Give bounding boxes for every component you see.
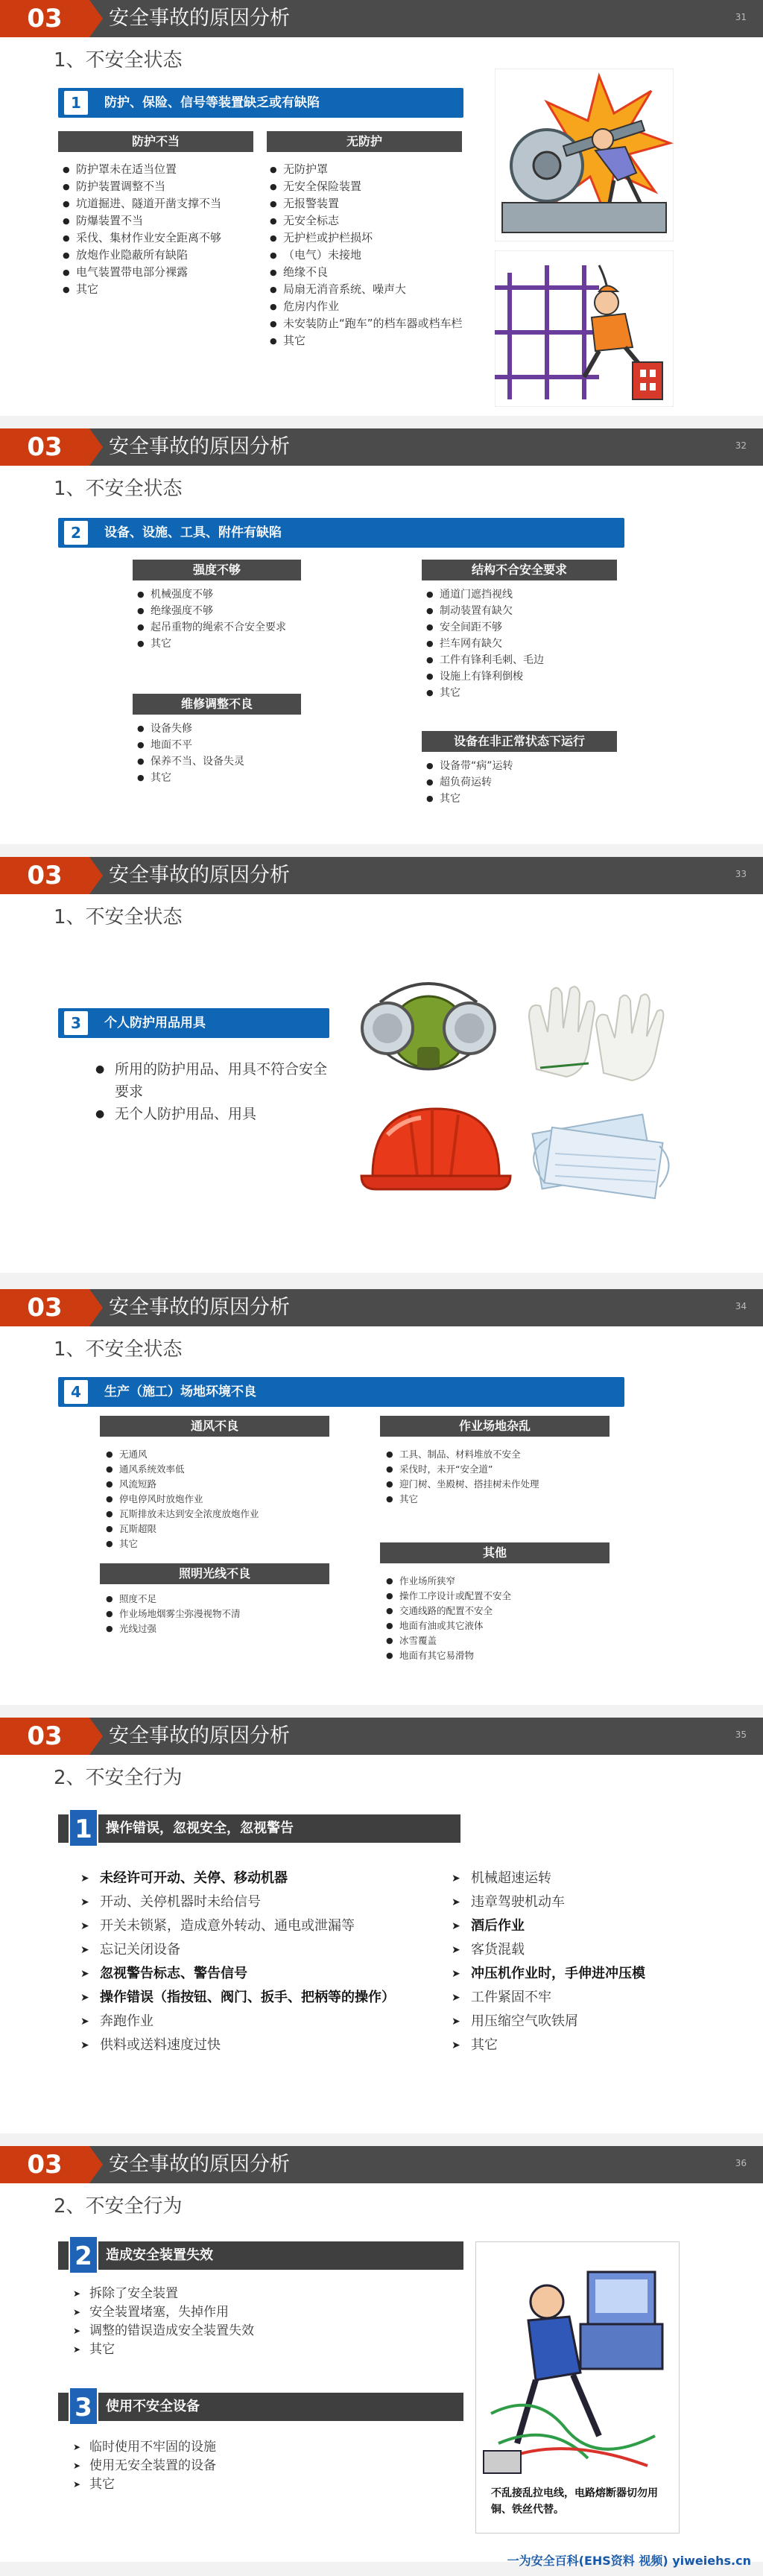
slide-header (0, 0, 763, 37)
cause-list (137, 721, 316, 786)
category-number: 3 (69, 2387, 98, 2425)
category-number: 2 (64, 521, 88, 545)
list-item: ● 无安全标志 (270, 212, 469, 230)
list-item: ● 采伐时，未开“安全道” (386, 1462, 617, 1477)
list-item: ➤ 未经许可开动、关停、移动机器 (80, 1867, 453, 1890)
list-item: ➤ 其它 (73, 2475, 460, 2494)
cause-list (426, 758, 620, 807)
list-item: ● 迎门树、坐殿树、搭挂树未作处理 (386, 1477, 617, 1492)
list-item: ● 工具、制品、材料堆放不安全 (386, 1447, 617, 1462)
list-item: ● 通风系统效率低 (106, 1462, 337, 1477)
category-number: 4 (64, 1380, 88, 1404)
list-item: ➤ 拆除了安全装置 (73, 2285, 460, 2303)
group-title: 照明光线不良 (100, 1563, 329, 1584)
list-item: ● 安全间距不够 (426, 619, 620, 636)
section-title: 安全事故的原因分析 (109, 435, 290, 458)
cause-list (426, 586, 620, 701)
list-item: ● 其它 (106, 1537, 337, 1551)
slide-header (0, 1289, 763, 1326)
slide-header (0, 428, 763, 466)
list-item: ➤ 忽视警告标志、警告信号 (80, 1962, 453, 1986)
cause-list (106, 1592, 337, 1636)
cause-list (95, 1058, 334, 1125)
respirator-mask-image (358, 972, 499, 1084)
list-item: ● 停电停风时放炮作业 (106, 1492, 337, 1507)
category-number: 3 (64, 1011, 88, 1035)
cause-list (270, 161, 469, 349)
cause-list (137, 586, 316, 652)
list-item: ➤ 奔跑作业 (80, 2010, 453, 2034)
list-item: ➤ 其它 (452, 2034, 750, 2057)
group-title: 通风不良 (100, 1416, 329, 1437)
list-item: ● 工件有锋利毛刺、毛边 (426, 652, 620, 668)
list-item: ➤ 忘记关闭设备 (80, 1938, 453, 1962)
category-bar (58, 1377, 624, 1407)
list-item: ● （电气）未接地 (270, 247, 469, 264)
slide-subtitle: 1、不安全状态 (54, 478, 183, 500)
page-number: 34 (735, 1301, 747, 1311)
list-item: ● 未安装防止“跑车”的档车器或档车栏 (270, 315, 469, 332)
list-item: ➤ 工件紧固不牢 (452, 1986, 750, 2010)
cotton-gloves-image (514, 972, 678, 1084)
list-item: ➤ 调整的错误造成安全装置失效 (73, 2322, 460, 2341)
group-title: 强度不够 (133, 560, 301, 580)
list-item: ● 作业场地烟雾尘弥漫视物不清 (106, 1607, 337, 1621)
list-item: ● 设备失修 (137, 721, 316, 737)
list-item: ● 风流短路 (106, 1477, 337, 1492)
section-title: 安全事故的原因分析 (109, 864, 290, 887)
slide-32 (0, 428, 763, 844)
list-item: ● 其它 (426, 685, 620, 701)
category-number: 2 (69, 2235, 98, 2274)
list-item: ● 防护装置调整不当 (63, 178, 258, 195)
dust-masks-image (514, 1094, 678, 1206)
behavior-list (73, 2285, 460, 2359)
list-item: ● 设备带“病”运转 (426, 758, 620, 774)
behavior-list (452, 1867, 750, 2057)
slide-subtitle: 1、不安全状态 (54, 49, 183, 72)
category-label: 防护、保险、信号等装置缺乏或有缺陷 (104, 95, 320, 110)
category-label: 生产（施工）场地环境不良 (104, 1384, 256, 1399)
cause-list (63, 161, 258, 298)
list-item: ● 其它 (270, 332, 469, 349)
list-item: ● 局扇无消音系统、噪声大 (270, 281, 469, 298)
list-item: ● 其它 (386, 1492, 617, 1507)
slide-header (0, 857, 763, 894)
group-title: 防护不当 (58, 131, 253, 152)
list-item: ➤ 机械超速运转 (452, 1867, 750, 1890)
page-number: 33 (735, 869, 747, 879)
section-title: 安全事故的原因分析 (109, 7, 290, 30)
slide-35 (0, 1718, 763, 2133)
list-item: ➤ 使用无安全装置的设备 (73, 2457, 460, 2475)
list-item: ● 其它 (426, 791, 620, 807)
fall-accident-illustration (495, 250, 674, 407)
category-number: 1 (64, 91, 88, 115)
section-number: 03 (0, 857, 89, 894)
list-item: ● 拦车网有缺欠 (426, 636, 620, 652)
list-item: ● 地面不平 (137, 737, 316, 753)
list-item: ● 无个人防护用品、用具 (95, 1103, 334, 1125)
slide-header (0, 2146, 763, 2183)
section-title: 安全事故的原因分析 (109, 1724, 290, 1747)
list-item: ● 所用的防护用品、用具不符合安全要求 (95, 1058, 334, 1103)
list-item: ● 绝缘不良 (270, 264, 469, 281)
category-bar (58, 518, 624, 548)
list-item: ➤ 用压缩空气吹铁屑 (452, 2010, 750, 2034)
group-title: 结构不合安全要求 (422, 560, 617, 580)
list-item: ➤ 其它 (73, 2341, 460, 2359)
category-bar (58, 1008, 329, 1038)
list-item: ➤ 酒后作业 (452, 1914, 750, 1938)
slide-header (0, 1718, 763, 1755)
category-label: 使用不安全设备 (106, 2399, 200, 2414)
electrical-safety-illustration (475, 2241, 680, 2534)
list-item: ● 无报警装置 (270, 195, 469, 212)
list-item: ● 无护栏或护栏损坏 (270, 230, 469, 247)
category-label: 造成安全装置失效 (106, 2247, 213, 2263)
list-item: ● 机械强度不够 (137, 586, 316, 603)
list-item: ● 冰雪覆盖 (386, 1633, 617, 1648)
list-item: ● 防护罩未在适当位置 (63, 161, 258, 178)
list-item: ➤ 开动、关停机器时未给信号 (80, 1890, 453, 1914)
list-item: ➤ 供料或送料速度过快 (80, 2034, 453, 2057)
page-number: 32 (735, 440, 747, 451)
category-bar (58, 88, 463, 118)
illustration-caption: 不乱接乱拉电线，电路熔断器切勿用铜、铁丝代替。 (491, 2487, 658, 2516)
section-number: 03 (0, 428, 89, 466)
list-item: ➤ 客货混载 (452, 1938, 750, 1962)
category-label: 操作错误，忽视安全，忽视警告 (106, 1820, 294, 1836)
section-title: 安全事故的原因分析 (109, 1296, 290, 1319)
section-number: 03 (0, 1718, 89, 1755)
list-item: ● 放炮作业隐蔽所有缺陷 (63, 247, 258, 264)
category-bar (58, 2393, 463, 2421)
slide-34 (0, 1289, 763, 1705)
list-item: ● 电气装置带电部分裸露 (63, 264, 258, 281)
behavior-list (73, 2438, 460, 2494)
group-title: 其他 (380, 1542, 610, 1563)
slide-31 (0, 0, 763, 416)
slide-subtitle: 1、不安全状态 (54, 906, 183, 928)
list-item: ● 交通线路的配置不安全 (386, 1604, 617, 1618)
category-number: 1 (69, 1808, 98, 1847)
electrical-hazard-drawing (476, 2242, 679, 2481)
list-item: ● 其它 (137, 636, 316, 652)
group-title: 作业场地杂乱 (380, 1416, 610, 1437)
list-item: ● 防爆装置不当 (63, 212, 258, 230)
list-item: ● 作业场所狭窄 (386, 1574, 617, 1589)
list-item: ● 危房内作业 (270, 298, 469, 315)
list-item: ● 设施上有锋利倒梭 (426, 668, 620, 685)
slide-36 (0, 2146, 763, 2562)
page-number: 36 (735, 2158, 747, 2168)
list-item: ● 无安全保险装置 (270, 178, 469, 195)
cause-list (386, 1447, 617, 1507)
slide-33 (0, 857, 763, 1273)
list-item: ● 操作工序设计或配置不安全 (386, 1589, 617, 1604)
cause-list (106, 1447, 337, 1551)
list-item: ● 地面有油或其它液体 (386, 1618, 617, 1633)
section-number: 03 (0, 0, 89, 37)
cause-list (386, 1574, 617, 1663)
list-item: ● 通道门遮挡视线 (426, 586, 620, 603)
list-item: ● 采伐、集材作业安全距离不够 (63, 230, 258, 247)
category-label: 个人防护用品用具 (104, 1016, 206, 1031)
category-label: 设备、设施、工具、附件有缺陷 (104, 525, 282, 540)
category-bar (58, 2241, 463, 2270)
list-item: ➤ 违章驾驶机动车 (452, 1890, 750, 1914)
machine-accident-illustration (495, 69, 674, 241)
list-item: ● 瓦斯排放未达到安全浓度放炮作业 (106, 1507, 337, 1522)
list-item: ➤ 操作错误（指按钮、阀门、扳手、把柄等的操作） (80, 1986, 453, 2010)
list-item: ● 绝缘强度不够 (137, 603, 316, 619)
list-item: ● 地面有其它易滑物 (386, 1648, 617, 1663)
list-item: ● 保养不当、设备失灵 (137, 753, 316, 770)
list-item: ● 照度不足 (106, 1592, 337, 1607)
group-title: 维修调整不良 (133, 694, 301, 715)
list-item: ● 超负荷运转 (426, 774, 620, 791)
page-number: 31 (735, 12, 747, 22)
list-item: ● 制动装置有缺欠 (426, 603, 620, 619)
safety-helmet-image (358, 1094, 514, 1206)
footer-watermark: 一为安全百科(EHS资料 视频) yiweiehs.cn (507, 2554, 751, 2568)
group-title: 设备在非正常状态下运行 (422, 731, 617, 752)
list-item: ➤ 开关未锁紧，造成意外转动、通电或泄漏等 (80, 1914, 453, 1938)
group-title: 无防护 (267, 131, 462, 152)
list-item: ➤ 安全装置堵塞，失掉作用 (73, 2303, 460, 2322)
list-item: ● 光线过强 (106, 1621, 337, 1636)
list-item: ➤ 冲压机作业时，手伸进冲压模 (452, 1962, 750, 1986)
slide-subtitle: 2、不安全行为 (54, 1767, 183, 1789)
page-number: 35 (735, 1730, 747, 1740)
list-item: ● 其它 (63, 281, 258, 298)
list-item: ● 其它 (137, 770, 316, 786)
behavior-list (80, 1867, 453, 2057)
category-bar (58, 1814, 460, 1843)
list-item: ● 起吊重物的绳索不合安全要求 (137, 619, 316, 636)
list-item: ● 坑道掘进、隧道开凿支撑不当 (63, 195, 258, 212)
list-item: ● 无防护罩 (270, 161, 469, 178)
slide-subtitle: 2、不安全行为 (54, 2195, 183, 2218)
section-number: 03 (0, 2146, 89, 2183)
slide-subtitle: 1、不安全状态 (54, 1338, 183, 1361)
list-item: ● 无通风 (106, 1447, 337, 1462)
list-item: ➤ 临时使用不牢固的设施 (73, 2438, 460, 2457)
section-title: 安全事故的原因分析 (109, 2153, 290, 2176)
section-number: 03 (0, 1289, 89, 1326)
list-item: ● 瓦斯超限 (106, 1522, 337, 1537)
